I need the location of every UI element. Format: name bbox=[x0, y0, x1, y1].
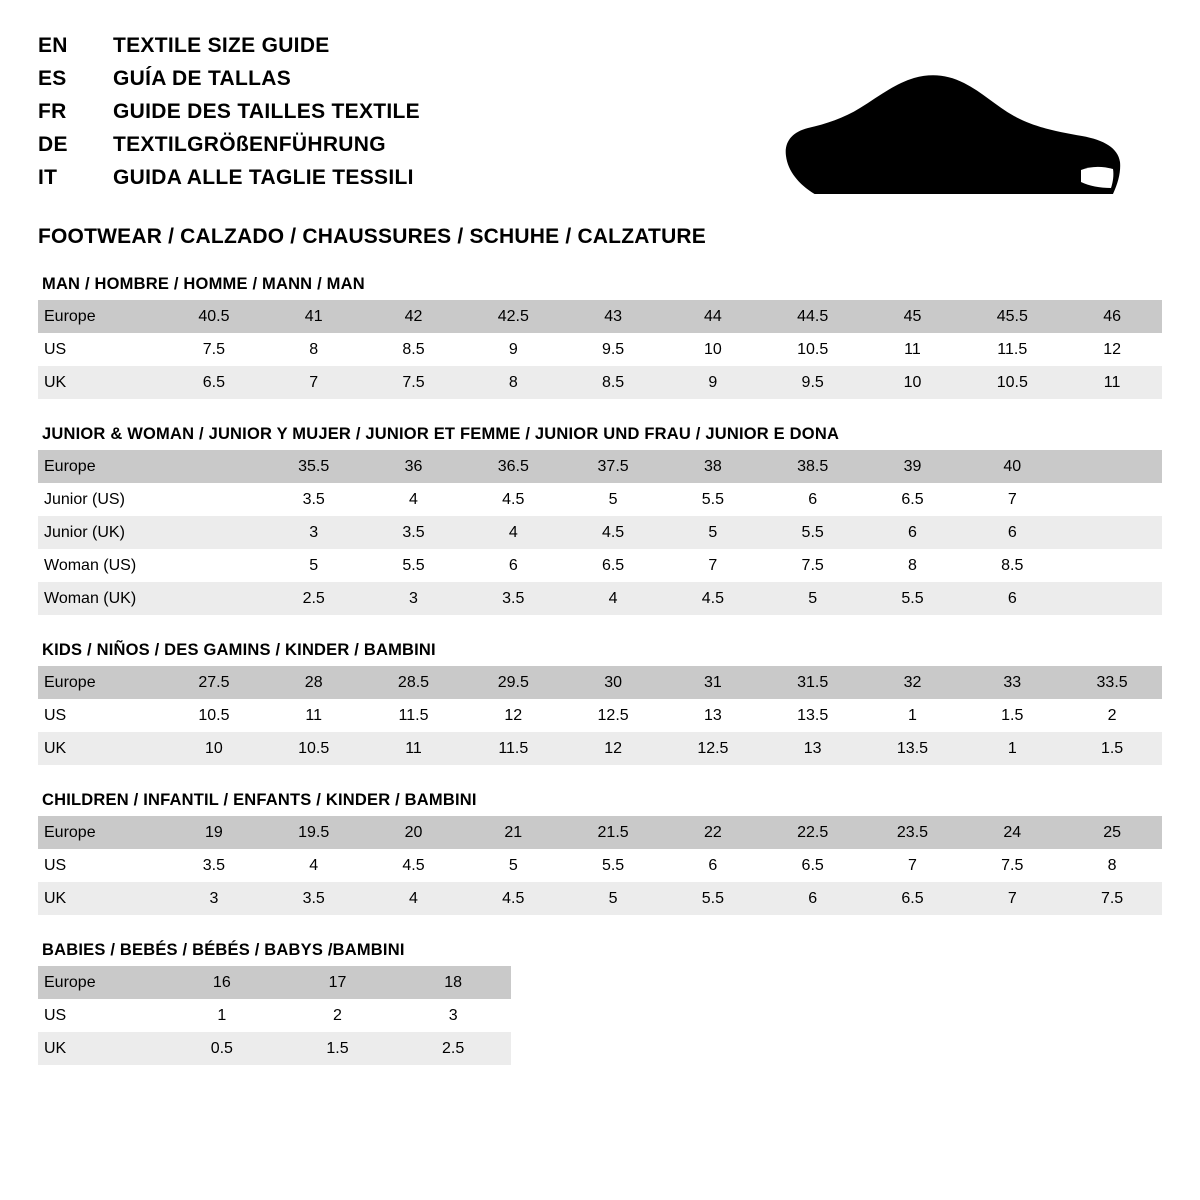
size-cell: 6 bbox=[463, 549, 563, 582]
size-cell: 11 bbox=[863, 333, 963, 366]
size-cell: 5 bbox=[663, 516, 763, 549]
size-cell: 8.5 bbox=[962, 549, 1062, 582]
table-row bbox=[38, 699, 1162, 732]
size-cell: 6.5 bbox=[763, 849, 863, 882]
size-table-title: CHILDREN / INFANTIL / ENFANTS / KINDER / BAMBINI bbox=[42, 791, 477, 809]
table-row bbox=[38, 816, 1162, 849]
size-cell: 7 bbox=[663, 549, 763, 582]
size-cell: 41 bbox=[264, 300, 364, 333]
size-cell: 36.5 bbox=[463, 450, 563, 483]
size-cell: 6 bbox=[663, 849, 763, 882]
row-label: US bbox=[38, 999, 164, 1032]
size-cell: 6.5 bbox=[863, 882, 963, 915]
language-title: GUÍA DE TALLAS bbox=[113, 67, 292, 90]
row-label: UK bbox=[38, 732, 164, 765]
size-cell: 12.5 bbox=[563, 699, 663, 732]
size-cell: 4.5 bbox=[364, 849, 464, 882]
size-cell: 37.5 bbox=[563, 450, 663, 483]
size-cell: 4.5 bbox=[463, 882, 563, 915]
size-cell: 22.5 bbox=[763, 816, 863, 849]
size-cell: 38 bbox=[663, 450, 763, 483]
row-label: Europe bbox=[38, 816, 164, 849]
size-cell: 9.5 bbox=[563, 333, 663, 366]
size-cell: 28 bbox=[264, 666, 364, 699]
size-cell: 13 bbox=[663, 699, 763, 732]
size-cell bbox=[164, 483, 264, 516]
size-cell: 24 bbox=[962, 816, 1062, 849]
size-cell: 6.5 bbox=[863, 483, 963, 516]
size-cell: 2.5 bbox=[395, 1032, 511, 1065]
size-cell: 7.5 bbox=[1062, 882, 1162, 915]
size-table-group bbox=[38, 275, 1162, 399]
size-cell: 7.5 bbox=[164, 333, 264, 366]
size-cell: 4.5 bbox=[463, 483, 563, 516]
row-label: US bbox=[38, 333, 164, 366]
size-table-group bbox=[38, 641, 1162, 765]
table-row bbox=[38, 966, 511, 999]
table-row bbox=[38, 849, 1162, 882]
row-label: Junior (US) bbox=[38, 483, 164, 516]
size-cell: 1.5 bbox=[962, 699, 1062, 732]
size-cell: 12 bbox=[563, 732, 663, 765]
size-cell: 3.5 bbox=[364, 516, 464, 549]
size-cell: 5.5 bbox=[863, 582, 963, 615]
size-cell: 2.5 bbox=[264, 582, 364, 615]
size-cell: 10.5 bbox=[164, 699, 264, 732]
size-cell: 38.5 bbox=[763, 450, 863, 483]
size-cell: 11.5 bbox=[962, 333, 1062, 366]
dress-shoe-icon bbox=[782, 74, 1142, 199]
size-cell: 33 bbox=[962, 666, 1062, 699]
size-cell: 9.5 bbox=[763, 366, 863, 399]
size-cell: 3.5 bbox=[264, 882, 364, 915]
size-cell: 5 bbox=[463, 849, 563, 882]
size-cell: 6 bbox=[863, 516, 963, 549]
language-row bbox=[38, 100, 420, 133]
row-label: Europe bbox=[38, 666, 164, 699]
size-cell: 42 bbox=[364, 300, 464, 333]
size-cell: 6 bbox=[962, 516, 1062, 549]
size-cell bbox=[164, 582, 264, 615]
size-cell: 5 bbox=[563, 882, 663, 915]
language-row bbox=[38, 133, 420, 166]
size-cell: 35.5 bbox=[264, 450, 364, 483]
size-cell: 42.5 bbox=[463, 300, 563, 333]
table-row bbox=[38, 516, 1162, 549]
size-cell: 23.5 bbox=[863, 816, 963, 849]
size-cell: 3 bbox=[164, 882, 264, 915]
size-cell: 5 bbox=[563, 483, 663, 516]
size-cell bbox=[164, 516, 264, 549]
table-row bbox=[38, 366, 1162, 399]
size-cell bbox=[1062, 582, 1162, 615]
size-cell: 28.5 bbox=[364, 666, 464, 699]
size-cell: 4.5 bbox=[563, 516, 663, 549]
size-cell: 6.5 bbox=[563, 549, 663, 582]
size-cell: 43 bbox=[563, 300, 663, 333]
size-cell: 40 bbox=[962, 450, 1062, 483]
table-row bbox=[38, 882, 1162, 915]
size-cell: 3.5 bbox=[463, 582, 563, 615]
language-code: ES bbox=[38, 67, 67, 90]
size-cell: 6 bbox=[962, 582, 1062, 615]
row-label: Woman (UK) bbox=[38, 582, 164, 615]
size-cell: 5 bbox=[763, 582, 863, 615]
size-cell: 10 bbox=[863, 366, 963, 399]
size-cell: 4 bbox=[364, 882, 464, 915]
size-cell: 7.5 bbox=[962, 849, 1062, 882]
row-label: Europe bbox=[38, 966, 164, 999]
size-cell: 13 bbox=[763, 732, 863, 765]
table-row bbox=[38, 549, 1162, 582]
table-row bbox=[38, 450, 1162, 483]
size-cell: 2 bbox=[1062, 699, 1162, 732]
size-cell: 30 bbox=[563, 666, 663, 699]
size-table-title: BABIES / BEBÉS / BÉBÉS / BABYS /BAMBINI bbox=[42, 941, 405, 959]
size-cell: 5 bbox=[264, 549, 364, 582]
size-cell: 4 bbox=[563, 582, 663, 615]
size-cell: 1 bbox=[962, 732, 1062, 765]
language-title: TEXTILE SIZE GUIDE bbox=[113, 34, 330, 57]
size-cell bbox=[1062, 516, 1162, 549]
row-label: US bbox=[38, 699, 164, 732]
size-cell: 5.5 bbox=[663, 483, 763, 516]
size-cell: 5.5 bbox=[563, 849, 663, 882]
size-cell: 9 bbox=[663, 366, 763, 399]
size-table bbox=[38, 966, 511, 1065]
size-cell bbox=[1062, 450, 1162, 483]
size-table-group bbox=[38, 941, 1162, 1065]
size-cell: 8.5 bbox=[563, 366, 663, 399]
size-cell: 12 bbox=[1062, 333, 1162, 366]
size-cell: 45.5 bbox=[962, 300, 1062, 333]
size-cell: 31.5 bbox=[763, 666, 863, 699]
language-row bbox=[38, 166, 420, 199]
size-cell: 5.5 bbox=[364, 549, 464, 582]
size-table-title: KIDS / NIÑOS / DES GAMINS / KINDER / BAMBINI bbox=[42, 641, 436, 659]
size-cell: 5.5 bbox=[663, 882, 763, 915]
size-cell bbox=[164, 450, 264, 483]
size-cell bbox=[1062, 549, 1162, 582]
row-label: Junior (UK) bbox=[38, 516, 164, 549]
language-title: GUIDE DES TAILLES TEXTILE bbox=[113, 100, 420, 123]
size-cell: 46 bbox=[1062, 300, 1162, 333]
size-cell: 3 bbox=[264, 516, 364, 549]
size-cell: 13.5 bbox=[863, 732, 963, 765]
size-cell: 8 bbox=[264, 333, 364, 366]
size-cell: 21 bbox=[463, 816, 563, 849]
size-cell: 16 bbox=[164, 966, 280, 999]
size-table-title: MAN / HOMBRE / HOMME / MANN / MAN bbox=[42, 275, 365, 293]
size-cell: 33.5 bbox=[1062, 666, 1162, 699]
size-table-group bbox=[38, 425, 1162, 615]
size-cell: 45 bbox=[863, 300, 963, 333]
language-code: DE bbox=[38, 133, 68, 156]
size-cell: 1.5 bbox=[1062, 732, 1162, 765]
size-cell: 44 bbox=[663, 300, 763, 333]
size-cell: 1 bbox=[863, 699, 963, 732]
size-cell: 2 bbox=[280, 999, 396, 1032]
page-header bbox=[38, 34, 1162, 199]
size-cell: 25 bbox=[1062, 816, 1162, 849]
size-cell: 9 bbox=[463, 333, 563, 366]
size-cell bbox=[1062, 483, 1162, 516]
size-cell: 8.5 bbox=[364, 333, 464, 366]
size-cell: 10 bbox=[663, 333, 763, 366]
size-cell: 3 bbox=[364, 582, 464, 615]
row-label: UK bbox=[38, 366, 164, 399]
size-cell bbox=[164, 549, 264, 582]
size-cell: 11 bbox=[264, 699, 364, 732]
size-cell: 7 bbox=[962, 483, 1062, 516]
row-label: US bbox=[38, 849, 164, 882]
size-cell: 40.5 bbox=[164, 300, 264, 333]
size-table bbox=[38, 666, 1162, 765]
language-code: EN bbox=[38, 34, 68, 57]
size-cell: 10.5 bbox=[763, 333, 863, 366]
row-label: Europe bbox=[38, 450, 164, 483]
table-row bbox=[38, 333, 1162, 366]
row-label: UK bbox=[38, 1032, 164, 1065]
size-cell: 6.5 bbox=[164, 366, 264, 399]
language-code: FR bbox=[38, 100, 67, 123]
size-cell: 27.5 bbox=[164, 666, 264, 699]
size-cell: 19.5 bbox=[264, 816, 364, 849]
size-cell: 5.5 bbox=[763, 516, 863, 549]
size-cell: 20 bbox=[364, 816, 464, 849]
size-cell: 3 bbox=[395, 999, 511, 1032]
size-cell: 8 bbox=[1062, 849, 1162, 882]
size-cell: 3.5 bbox=[264, 483, 364, 516]
size-cell: 13.5 bbox=[763, 699, 863, 732]
size-cell: 11 bbox=[364, 732, 464, 765]
size-cell: 8 bbox=[463, 366, 563, 399]
size-cell: 12.5 bbox=[663, 732, 763, 765]
size-cell: 29.5 bbox=[463, 666, 563, 699]
size-cell: 19 bbox=[164, 816, 264, 849]
size-cell: 18 bbox=[395, 966, 511, 999]
size-cell: 7 bbox=[863, 849, 963, 882]
table-row bbox=[38, 732, 1162, 765]
size-cell: 17 bbox=[280, 966, 396, 999]
size-cell: 4.5 bbox=[663, 582, 763, 615]
size-table-title: JUNIOR & WOMAN / JUNIOR Y MUJER / JUNIOR ET FEMME / JUNIOR UND FRAU / JUNIOR E DONA bbox=[42, 425, 840, 443]
row-label: Europe bbox=[38, 300, 164, 333]
language-row bbox=[38, 67, 420, 100]
size-cell: 8 bbox=[863, 549, 963, 582]
size-cell: 10 bbox=[164, 732, 264, 765]
language-title: TEXTILGRÖßENFÜHRUNG bbox=[113, 133, 386, 156]
size-cell: 11.5 bbox=[463, 732, 563, 765]
table-row bbox=[38, 666, 1162, 699]
size-table bbox=[38, 300, 1162, 399]
size-cell: 21.5 bbox=[563, 816, 663, 849]
language-title-list bbox=[38, 34, 420, 199]
size-cell: 3.5 bbox=[164, 849, 264, 882]
size-cell: 44.5 bbox=[763, 300, 863, 333]
language-row bbox=[38, 34, 420, 67]
size-cell: 4 bbox=[364, 483, 464, 516]
size-cell: 22 bbox=[663, 816, 763, 849]
size-cell: 4 bbox=[264, 849, 364, 882]
size-cell: 10.5 bbox=[264, 732, 364, 765]
size-cell: 7.5 bbox=[364, 366, 464, 399]
language-code: IT bbox=[38, 166, 58, 189]
size-cell: 1.5 bbox=[280, 1032, 396, 1065]
size-cell: 7 bbox=[264, 366, 364, 399]
size-cell: 39 bbox=[863, 450, 963, 483]
size-tables bbox=[38, 275, 1162, 1065]
size-cell: 7.5 bbox=[763, 549, 863, 582]
row-label: UK bbox=[38, 882, 164, 915]
size-table-group bbox=[38, 791, 1162, 915]
size-cell: 32 bbox=[863, 666, 963, 699]
size-cell: 6 bbox=[763, 882, 863, 915]
row-label: Woman (US) bbox=[38, 549, 164, 582]
size-cell: 31 bbox=[663, 666, 763, 699]
size-table bbox=[38, 816, 1162, 915]
size-cell: 0.5 bbox=[164, 1032, 280, 1065]
size-cell: 10.5 bbox=[962, 366, 1062, 399]
size-cell: 4 bbox=[463, 516, 563, 549]
size-cell: 6 bbox=[763, 483, 863, 516]
size-cell: 11.5 bbox=[364, 699, 464, 732]
size-cell: 12 bbox=[463, 699, 563, 732]
category-title: FOOTWEAR / CALZADO / CHAUSSURES / SCHUHE / CALZATURE bbox=[38, 225, 707, 248]
size-cell: 11 bbox=[1062, 366, 1162, 399]
size-cell: 1 bbox=[164, 999, 280, 1032]
size-table bbox=[38, 450, 1162, 615]
table-row bbox=[38, 1032, 511, 1065]
size-cell: 7 bbox=[962, 882, 1062, 915]
table-row bbox=[38, 999, 511, 1032]
table-row bbox=[38, 582, 1162, 615]
size-cell: 36 bbox=[364, 450, 464, 483]
table-row bbox=[38, 483, 1162, 516]
table-row bbox=[38, 300, 1162, 333]
language-title: GUIDA ALLE TAGLIE TESSILI bbox=[113, 166, 414, 189]
